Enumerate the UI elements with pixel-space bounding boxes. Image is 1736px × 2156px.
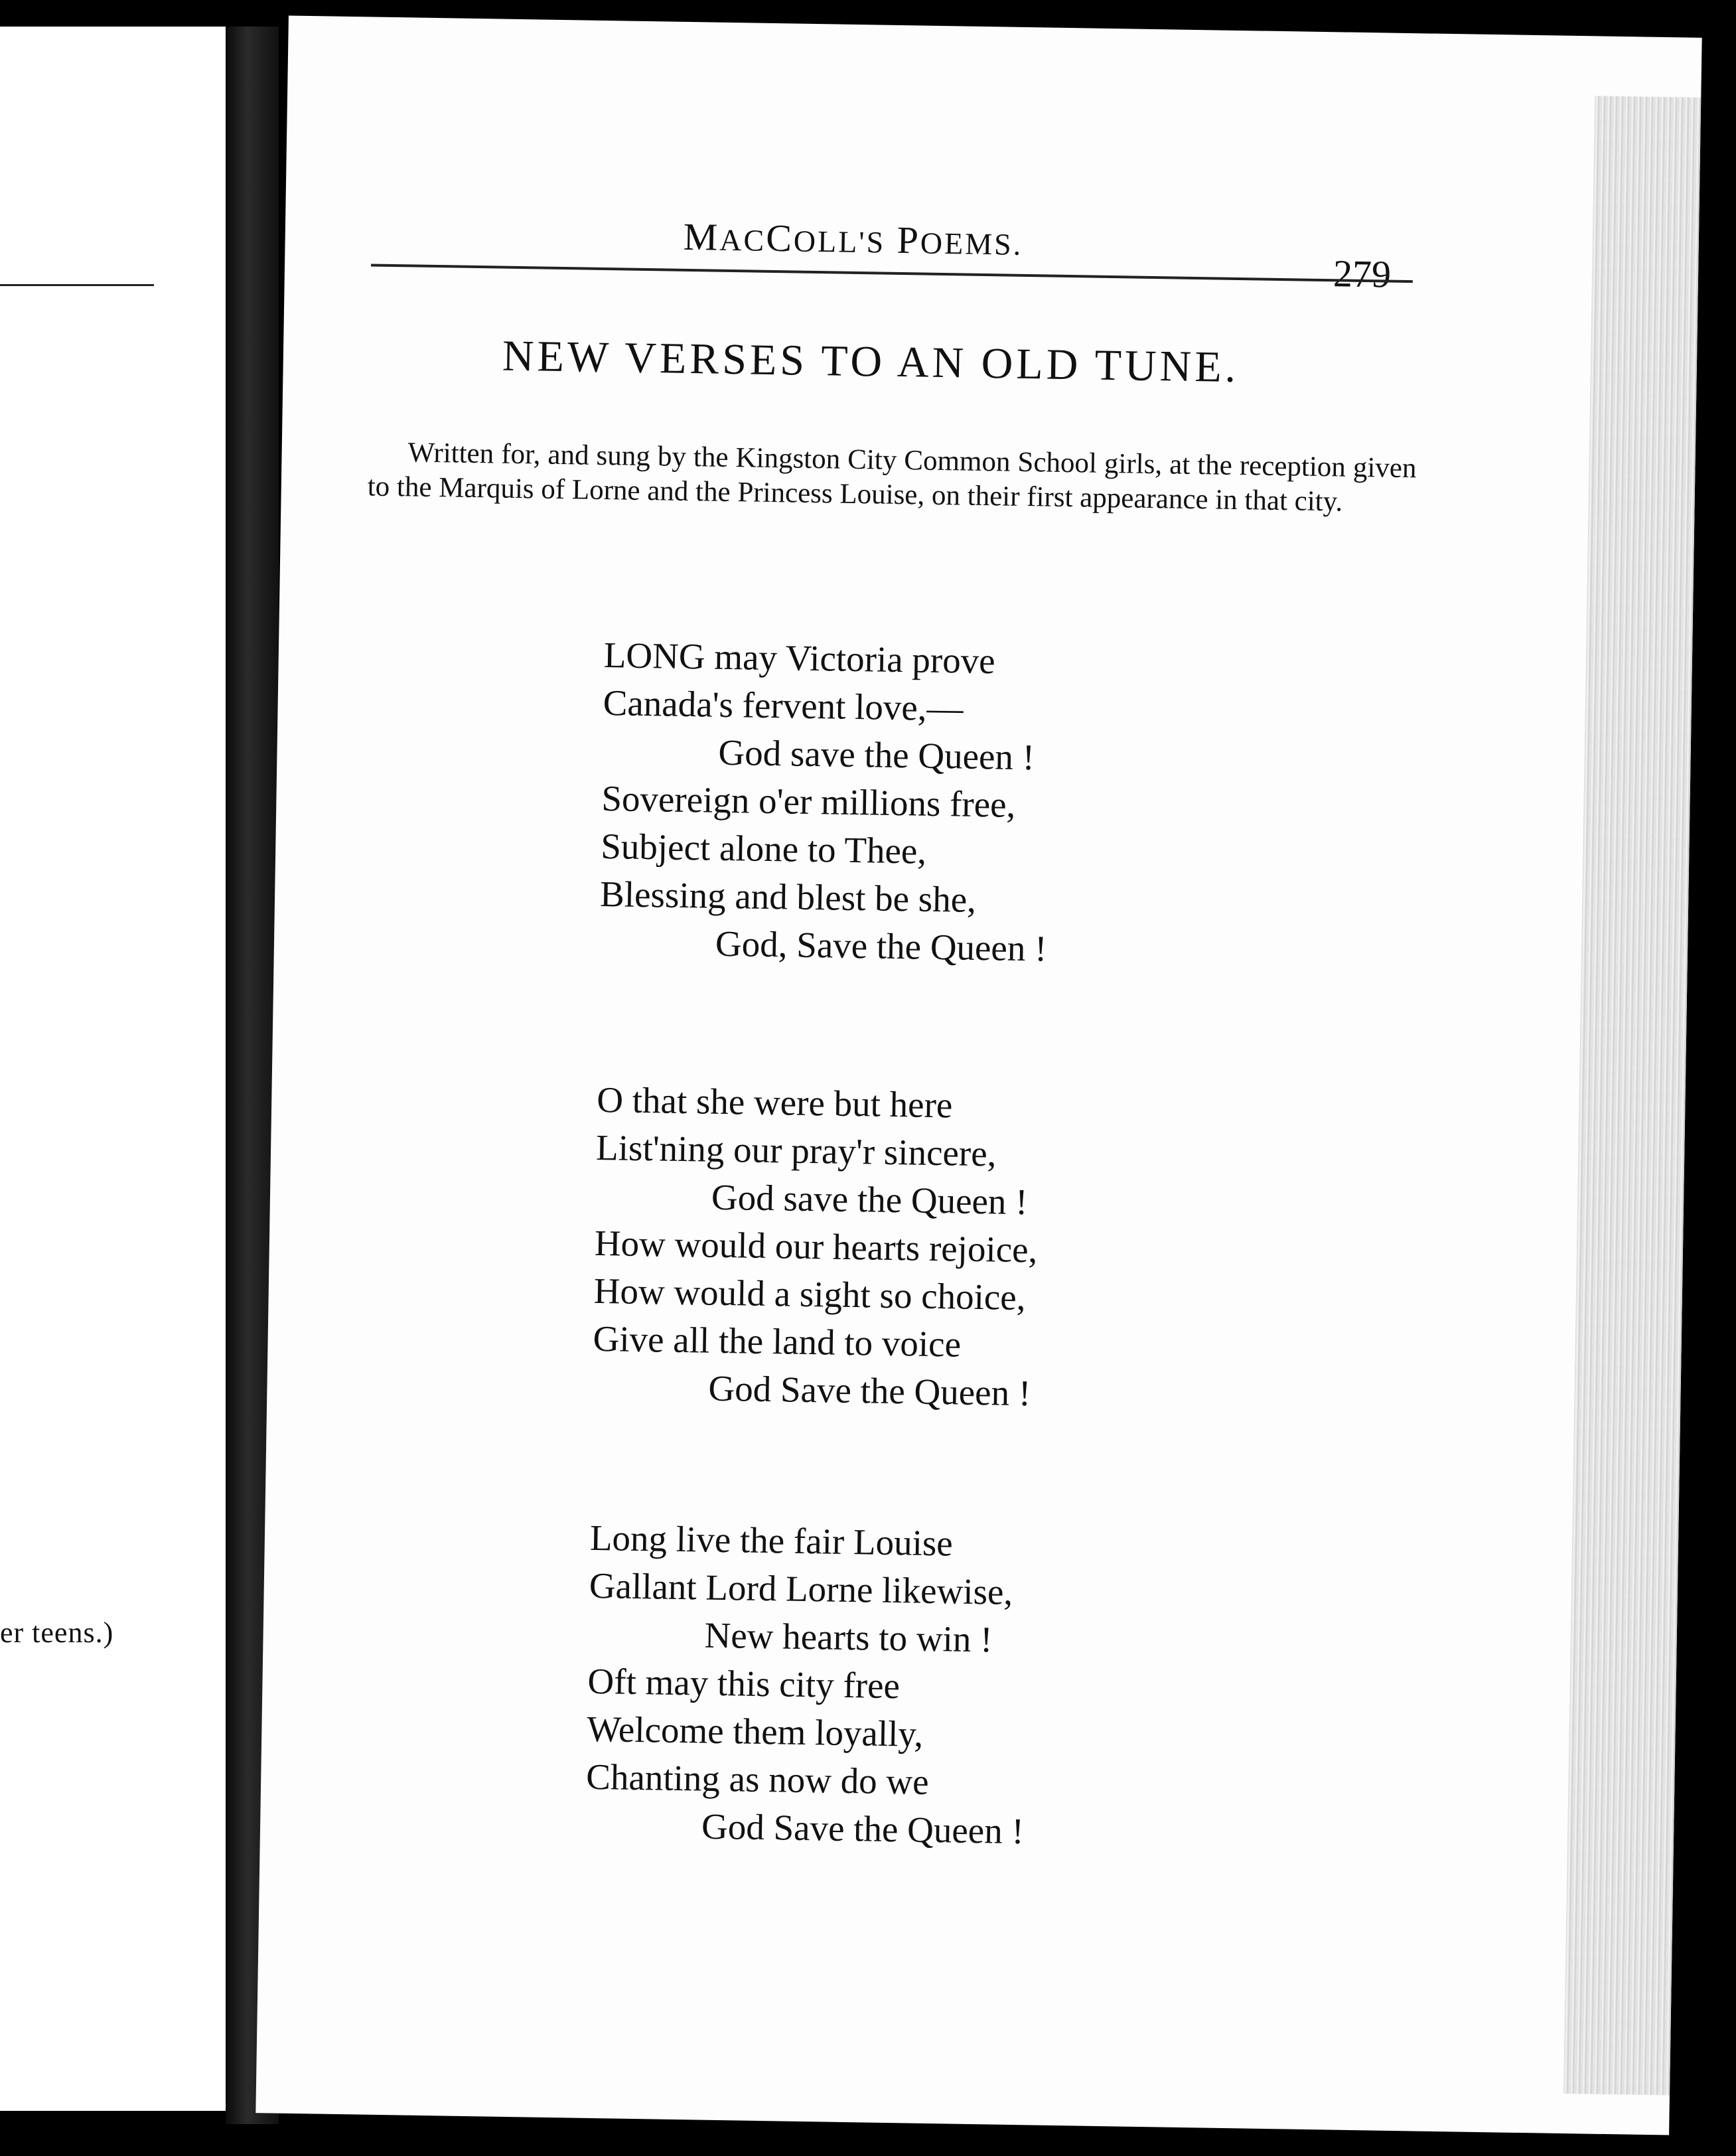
verse-line: Gallant Lord Lorne likewise, <box>589 1565 1013 1612</box>
running-head <box>683 214 1023 264</box>
verse-line: How would a sight so choice, <box>593 1270 1026 1318</box>
page-number: 279 <box>1333 252 1392 296</box>
verse-line: Welcome them loyally, <box>586 1708 924 1754</box>
verse-line: Subject alone to Thee, <box>600 826 927 872</box>
verse-line: O that she were but here <box>596 1079 953 1126</box>
running-head-part: AC <box>719 222 766 258</box>
stanza-3 <box>585 1514 1029 1855</box>
refrain-line: God Save the Queen ! <box>701 1806 1025 1852</box>
running-head-part: OLL'S <box>793 224 886 260</box>
running-head-part: C <box>765 216 794 260</box>
verse-line: Give all the land to voice <box>593 1318 962 1365</box>
stanza-2 <box>592 1076 1040 1417</box>
verse-line: How would our hearts rejoice, <box>594 1222 1038 1270</box>
verse-line: Oft may this city free <box>587 1660 901 1707</box>
verse-line: Long live the fair Louise <box>589 1517 954 1564</box>
stanza-1 <box>599 631 1052 973</box>
verse-line: Chanting as now do we <box>585 1756 930 1802</box>
verse-line: Canada's fervent love,— <box>603 682 964 729</box>
running-head-part: P <box>885 218 921 262</box>
facing-page <box>0 27 231 2111</box>
running-head-part: M <box>683 214 720 259</box>
verse-line: Sovereign o'er millions free, <box>601 778 1016 825</box>
facing-page-rule <box>0 284 154 286</box>
intro-text: Written for, and sung by the Kingston City Common School girls, at the reception given to the Marquis of Lorne and the Princess Louise, on their first appearance in that city. <box>367 437 1417 518</box>
verse-line: List'ning our pray'r sincere, <box>595 1126 997 1174</box>
header-rule <box>371 264 1413 283</box>
refrain-line: God save the Queen ! <box>718 732 1035 778</box>
refrain-line: God Save the Queen ! <box>708 1367 1031 1414</box>
refrain-line: New hearts to win ! <box>704 1614 993 1660</box>
refrain-line: God save the Queen ! <box>711 1176 1028 1223</box>
poem-title: NEW VERSES TO AN OLD TUNE. <box>502 331 1240 392</box>
page-edges <box>1563 96 1701 2095</box>
facing-page-fragment: er teens.) <box>0 1616 114 1649</box>
running-head-part: OEMS. <box>920 226 1023 262</box>
refrain-line: God, Save the Queen ! <box>715 923 1047 969</box>
verse-line: Blessing and blest be she, <box>599 874 977 920</box>
verse-line: LONG may Victoria prove <box>603 635 996 682</box>
poem-intro <box>367 435 1416 520</box>
book-page <box>255 15 1701 2135</box>
